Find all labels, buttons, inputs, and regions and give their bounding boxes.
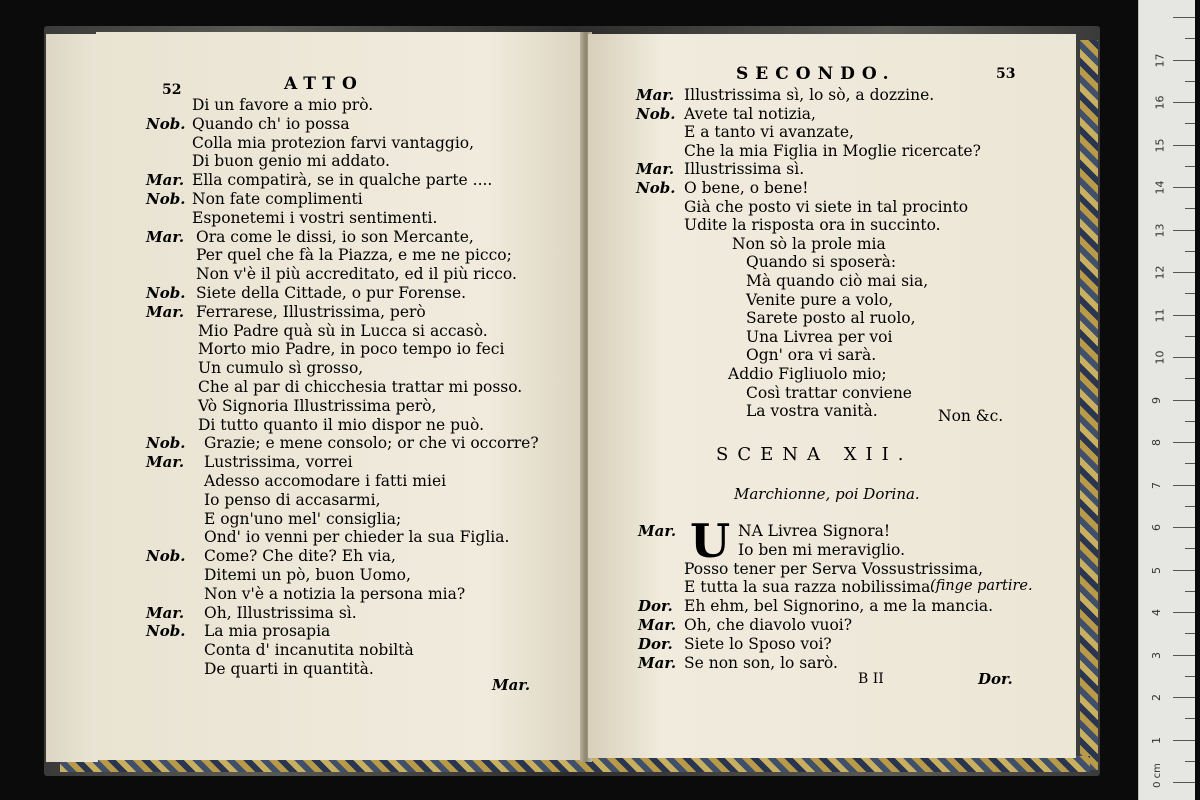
ruler-tick	[1185, 123, 1195, 124]
ruler-number: 17	[1153, 53, 1167, 67]
verse-line: Posso tener per Serva Vossustrissima,	[684, 559, 984, 578]
verse-line: Esponetemi i vostri sentimenti.	[192, 208, 438, 227]
ruler-tick	[1173, 782, 1195, 783]
verse-line: Ditemi un pò, buon Uomo,	[204, 566, 411, 584]
left-page-number: 52	[162, 82, 182, 98]
signature-mark: B II	[858, 671, 884, 687]
stage-direction: (finge partire.	[930, 578, 1033, 594]
verse-line: Non v'è il più accreditato, ed il più ricco.	[196, 265, 517, 284]
scene-title: SCENA XII.	[716, 444, 913, 465]
ruler-tick	[1185, 208, 1195, 209]
scene-characters: Marchionne, poi Dorina.	[734, 485, 920, 503]
verse-line: Non fate complimenti	[192, 190, 363, 208]
verse-line: Adesso accomodare i fatti miei	[204, 472, 447, 490]
ruler-tick	[1173, 357, 1195, 358]
verse-line: Ond' io venni per chieder la sua Figlia.	[204, 528, 510, 547]
marbled-cover-edge-right	[1080, 40, 1098, 770]
ruler-number: 16	[1153, 95, 1167, 110]
verse-line: Che al par di chicchesia trattar mi posso.	[198, 378, 523, 396]
verse-line: Grazie; e mene consolo; or che vi occorre?	[204, 434, 539, 453]
ruler-number: 9	[1150, 396, 1163, 404]
ruler-number: 6	[1150, 524, 1163, 531]
ruler-tick	[1173, 60, 1195, 61]
verse-line: Siete della Cittade, o pur Forense.	[196, 284, 467, 302]
ruler-tick	[1185, 761, 1195, 762]
verse-line: Udite la risposta ora in succinto.	[684, 216, 941, 235]
flyleaf	[46, 34, 98, 762]
ruler-tick	[1173, 315, 1195, 316]
verse-line: E tutta la sua razza nobilissima.	[684, 578, 936, 597]
ruler-tick	[1185, 718, 1195, 719]
verse-line: Ferrarese, Illustrissima, però	[196, 302, 426, 321]
right-catchword: Dor.	[978, 670, 1013, 688]
ruler-tick	[1173, 145, 1195, 146]
verse-line: Così trattar conviene	[746, 383, 912, 402]
ruler-tick	[1185, 293, 1195, 294]
verse-line: Oh, che diavolo vuoi?	[684, 616, 853, 634]
ruler-tick	[1173, 187, 1195, 188]
speaker-label: Mar.	[638, 522, 677, 540]
speaker-label: Dor.	[638, 634, 673, 653]
ruler-tick	[1185, 166, 1195, 167]
speaker-label: Nob.	[636, 179, 676, 197]
ruler-number: 11	[1153, 308, 1167, 322]
speaker-label: Nob.	[146, 434, 186, 453]
speaker-label: Mar.	[146, 302, 185, 321]
ruler-number: 8	[1150, 439, 1163, 446]
ruler-tick	[1185, 506, 1195, 507]
speaker-label: Nob.	[146, 547, 186, 566]
ruler-tick	[1185, 548, 1195, 549]
verse-line: Di un favore a mio prò.	[192, 96, 374, 114]
speaker-label: Mar.	[638, 616, 677, 634]
verse-line: La mia prosapia	[204, 622, 331, 641]
speaker-label: Mar.	[146, 603, 185, 622]
verse-line: Quando ch' io possa	[192, 114, 350, 133]
verse-line: Mio Padre quà sù in Lucca si accasò.	[198, 321, 488, 340]
ruler-tick	[1173, 272, 1195, 273]
verse-line: Addio Figliuolo mio;	[728, 365, 887, 383]
right-page-number: 53	[996, 66, 1016, 82]
ruler-number: 3	[1150, 651, 1163, 659]
ruler-unit-label: 0 cm	[1151, 763, 1163, 788]
verse-line: Vò Signoria Illustrissima però,	[198, 396, 437, 415]
verse-line: Ora come le dissi, io son Mercante,	[196, 227, 474, 246]
speaker-label: Nob.	[636, 104, 676, 123]
drop-cap: U	[690, 514, 731, 568]
ruler-tick	[1173, 485, 1195, 486]
verse-line: Sarete posto al ruolo,	[746, 309, 916, 328]
ruler-tick	[1173, 655, 1195, 656]
ruler-tick	[1173, 17, 1195, 18]
speaker-label: Mar.	[636, 160, 675, 179]
non-etc: Non &c.	[938, 407, 1004, 425]
verse-line: Non sò la prole mia	[732, 234, 886, 253]
verse-line: Illustrissima sì.	[684, 160, 805, 179]
ruler-tick	[1173, 230, 1195, 231]
ruler-tick	[1173, 612, 1195, 613]
ruler-tick	[1173, 740, 1195, 741]
verse-line: Venite pure a volo,	[746, 290, 894, 309]
verse-line: Ogn' ora vi sarà.	[746, 346, 877, 365]
speaker-label: Mar.	[146, 453, 185, 472]
speaker-label: Dor.	[638, 597, 673, 616]
ruler-tick	[1173, 102, 1195, 103]
verse-line: Siete lo Sposo voi?	[684, 634, 832, 653]
speaker-label: Mar.	[636, 86, 675, 104]
ruler-number: 7	[1150, 481, 1163, 489]
verse-line: Un cumulo sì grosso,	[198, 359, 364, 378]
speaker-label: Nob.	[146, 284, 186, 302]
ruler-tick	[1185, 463, 1195, 464]
ruler-tick	[1185, 378, 1195, 379]
verse-line: Di buon genio mi addato.	[192, 152, 390, 171]
verse-line: Avete tal notizia,	[684, 104, 816, 123]
speaker-label: Nob.	[146, 622, 186, 641]
ruler-tick	[1173, 527, 1195, 528]
verse-line: Una Livrea per voi	[746, 327, 893, 346]
verse-line: Morto mio Padre, in poco tempo io feci	[198, 340, 505, 359]
ruler-tick	[1185, 38, 1195, 39]
ruler-number: 15	[1153, 138, 1167, 152]
ruler-number: 12	[1153, 265, 1167, 280]
speaker-label: Nob.	[146, 114, 186, 133]
speaker-label: Mar.	[146, 171, 185, 190]
speaker-label: Mar.	[146, 227, 185, 246]
left-running-head: ATTO	[284, 74, 364, 94]
verse-line: NA Livrea Signora!	[738, 522, 891, 540]
verse-line: Lustrissima, vorrei	[204, 453, 353, 472]
verse-line: Illustrissima sì, lo sò, a dozzine.	[684, 86, 935, 104]
speaker-label: Nob.	[146, 190, 186, 208]
verse-line: E ogn'uno mel' consiglia;	[204, 509, 402, 528]
ruler-number: 14	[1153, 180, 1167, 195]
verse-line: Ella compatirà, se in qualche parte ....	[192, 171, 493, 190]
verse-line: Non v'è a notizia la persona mia?	[204, 584, 466, 603]
right-running-head: SECONDO.	[736, 64, 896, 84]
ruler-tick	[1185, 633, 1195, 634]
ruler-tick	[1185, 81, 1195, 82]
ruler-tick	[1185, 336, 1195, 337]
verse-line: Colla mia protezion farvi vantaggio,	[192, 133, 475, 152]
ruler-tick	[1185, 421, 1195, 422]
ruler-tick	[1173, 442, 1195, 443]
ruler-tick	[1185, 591, 1195, 592]
verse-line: Quando si sposerà:	[746, 253, 897, 272]
verse-line: Io ben mi meraviglio.	[738, 540, 906, 559]
verse-line: La vostra vanità.	[746, 402, 878, 421]
verse-line: Per quel che fà la Piazza, e me ne picco;	[196, 246, 512, 265]
ruler-number: 5	[1150, 566, 1163, 574]
verse-line: Mà quando ciò mai sia,	[746, 272, 929, 290]
verse-line: De quarti in quantità.	[204, 660, 374, 678]
ruler-number: 13	[1153, 223, 1167, 237]
verse-line: Oh, Illustrissima sì.	[204, 603, 357, 622]
verse-line: E a tanto vi avanzate,	[684, 123, 854, 142]
ruler-tick	[1173, 697, 1195, 698]
ruler-tick	[1185, 251, 1195, 252]
ruler-tick	[1173, 570, 1195, 571]
ruler-number: 1	[1150, 736, 1163, 744]
verse-line: Se non son, lo sarò.	[684, 653, 838, 672]
verse-line: O bene, o bene!	[684, 179, 809, 197]
ruler-tick	[1185, 676, 1195, 677]
ruler-number: 10	[1153, 350, 1167, 365]
left-catchword: Mar.	[492, 676, 531, 694]
verse-line: Di tutto quanto il mio dispor ne può.	[198, 415, 485, 434]
verse-line: Che la mia Figlia in Moglie ricercate?	[684, 141, 981, 160]
verse-line: Conta d' incanutita nobiltà	[204, 641, 414, 660]
verse-line: Già che posto vi siete in tal procinto	[684, 197, 969, 216]
verse-line: Io penso di accasarmi,	[204, 490, 381, 509]
speaker-label: Mar.	[638, 653, 677, 672]
ruler-number: 4	[1150, 609, 1163, 616]
measuring-ruler	[1138, 0, 1195, 800]
verse-line: Come? Che dite? Eh via,	[204, 547, 396, 566]
ruler-number: 2	[1150, 694, 1163, 701]
ruler-tick	[1173, 400, 1195, 401]
verse-line: Eh ehm, bel Signorino, a me la mancia.	[684, 597, 994, 616]
